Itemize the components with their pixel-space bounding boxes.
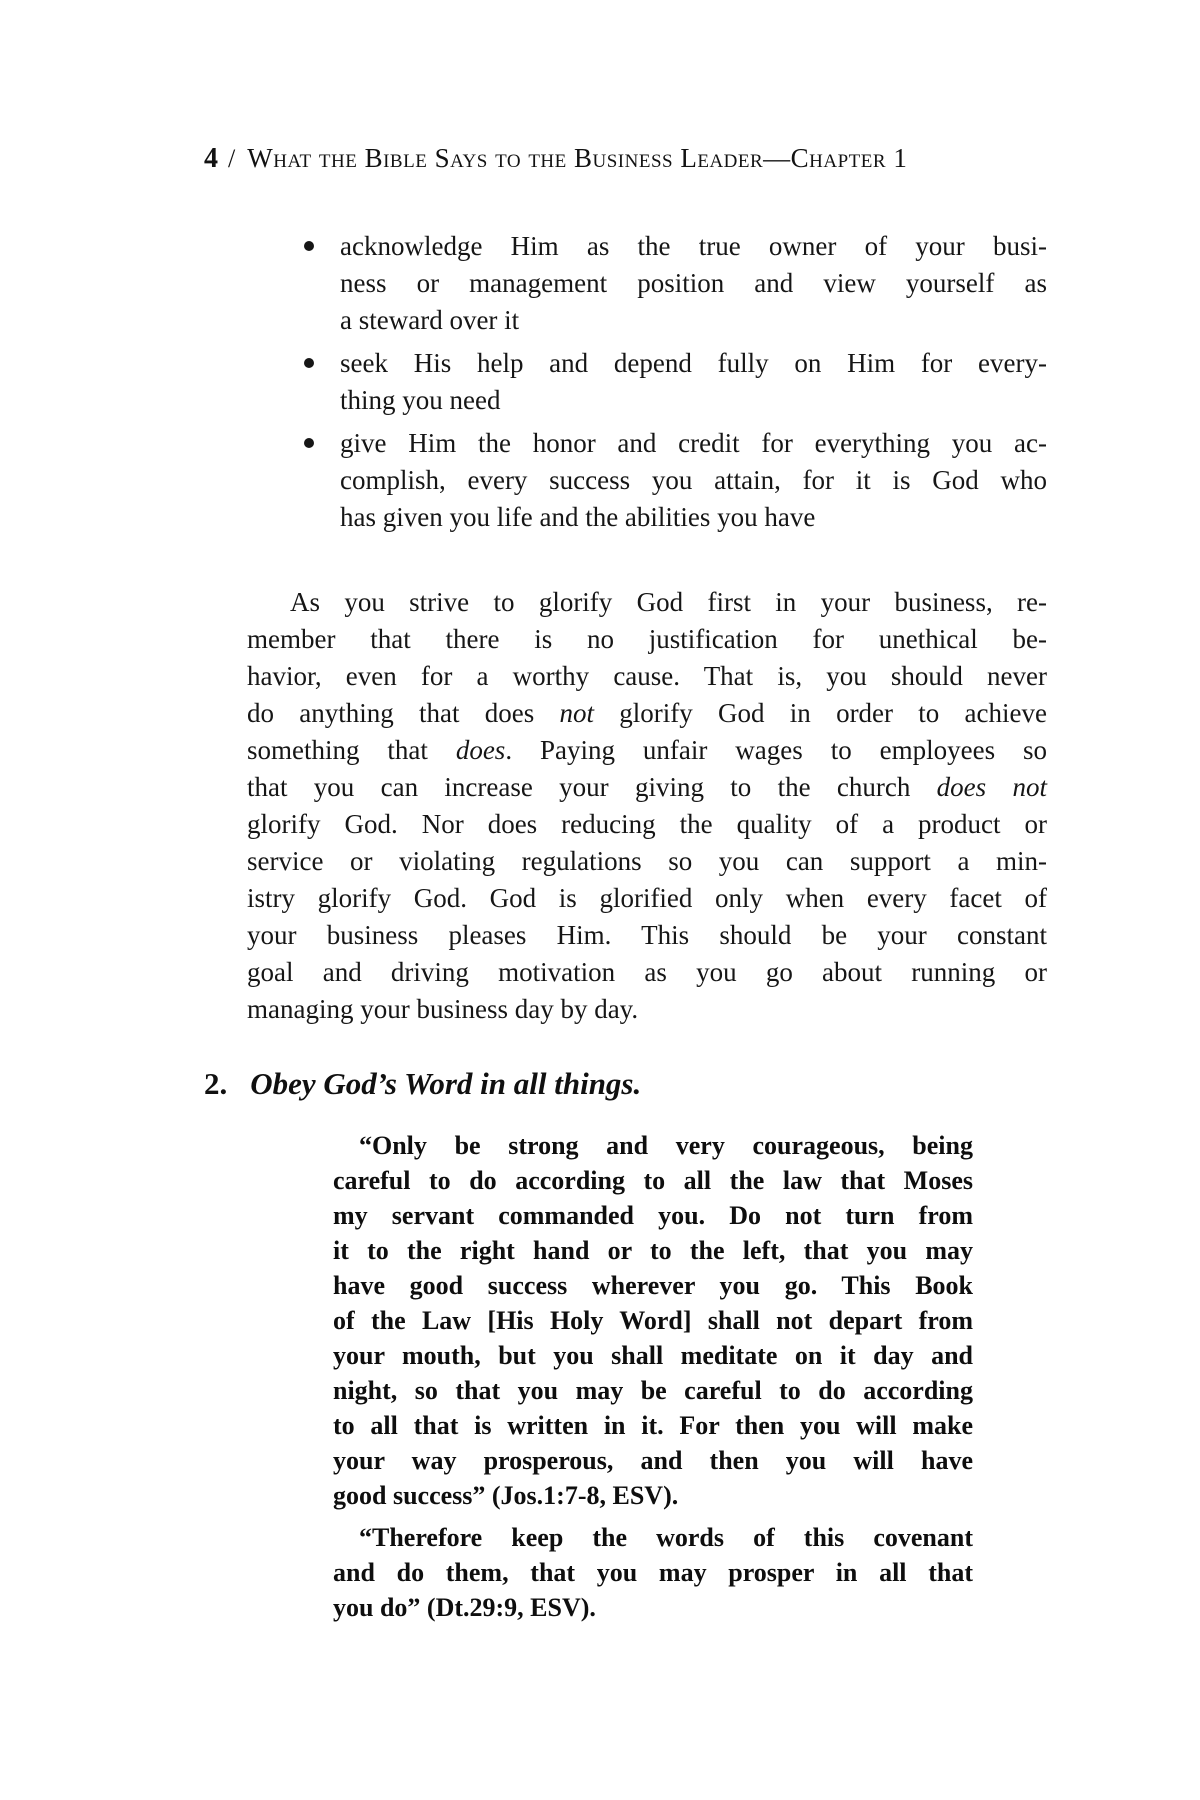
- text-line: service or violating regulations so you can support a min-: [247, 846, 1047, 876]
- scripture-quote-joshua: [333, 1128, 973, 1513]
- body-paragraph: [247, 584, 1047, 1028]
- page-number: 4: [204, 143, 218, 174]
- text-line: good success” (Jos.1:7-8, ESV).: [333, 1481, 679, 1510]
- text-line: your mouth, but you shall meditate on it day and: [333, 1341, 973, 1370]
- text-line: “Therefore keep the words of this covenant: [359, 1523, 973, 1552]
- header-separator: /: [228, 144, 236, 173]
- text-line: of the Law [His Holy Word] shall not depart from: [333, 1306, 973, 1335]
- text-line: “Only be strong and very courageous, being: [359, 1131, 973, 1160]
- list-item: [247, 345, 1047, 419]
- text-line: do anything that does not glorify God in order to achieve: [247, 698, 1047, 728]
- text-line: give Him the honor and credit for everything you ac-: [340, 428, 1047, 458]
- book-title: What the Bible Says to the Business Leader—Chapter 1: [247, 143, 908, 173]
- bullet-list: [247, 228, 1047, 542]
- list-item-text: [340, 228, 1047, 339]
- text-line: glorify God. Nor does reducing the quality of a product or: [247, 809, 1047, 839]
- text-line: havior, even for a worthy cause. That is, you should never: [247, 661, 1047, 691]
- text-line: careful to do according to all the law that Moses: [333, 1166, 973, 1195]
- text-line: something that does. Paying unfair wages to employees so: [247, 735, 1047, 765]
- bullet-icon: [304, 438, 314, 448]
- text-line: thing you need: [340, 385, 501, 415]
- text-line: complish, every success you attain, for it is God who: [340, 465, 1047, 495]
- text-line: that you can increase your giving to the church does not: [247, 772, 1047, 802]
- bullet-icon: [304, 358, 314, 368]
- text-line: your way prosperous, and then you will have: [333, 1446, 973, 1475]
- list-item-text: [340, 345, 1047, 419]
- running-header: [204, 142, 907, 175]
- text-line: your business pleases Him. This should be your constant: [247, 920, 1047, 950]
- text-line: acknowledge Him as the true owner of your busi-: [340, 231, 1047, 261]
- text-line: istry glorify God. God is glorified only when every facet of: [247, 883, 1047, 913]
- list-item-text: [340, 425, 1047, 536]
- list-item: [247, 228, 1047, 339]
- text-line: a steward over it: [340, 305, 520, 335]
- text-line: have good success wherever you go. This Book: [333, 1271, 973, 1300]
- text-line: As you strive to glorify God first in your business, re-: [290, 587, 1047, 617]
- text-line: and do them, that you may prosper in all that: [333, 1558, 973, 1587]
- bullet-icon: [304, 241, 314, 251]
- section-title: Obey God’s Word in all things.: [250, 1066, 642, 1101]
- list-item: [247, 425, 1047, 536]
- text-line: you do” (Dt.29:9, ESV).: [333, 1593, 596, 1622]
- text-line: it to the right hand or to the left, that you may: [333, 1236, 973, 1265]
- scripture-quote-deuteronomy: [333, 1520, 973, 1625]
- section-heading: [204, 1066, 641, 1102]
- text-line: ness or management position and view yourself as: [340, 268, 1047, 298]
- text-line: night, so that you may be careful to do according: [333, 1376, 973, 1405]
- text-line: member that there is no justification for unethical be-: [247, 624, 1047, 654]
- text-line: goal and driving motivation as you go about running or: [247, 957, 1047, 987]
- text-line: my servant commanded you. Do not turn from: [333, 1201, 973, 1230]
- section-number: 2.: [204, 1066, 228, 1101]
- text-line: managing your business day by day.: [247, 994, 639, 1024]
- text-line: seek His help and depend fully on Him for every-: [340, 348, 1047, 378]
- text-line: to all that is written in it. For then you will make: [333, 1411, 973, 1440]
- text-line: has given you life and the abilities you have: [340, 502, 816, 532]
